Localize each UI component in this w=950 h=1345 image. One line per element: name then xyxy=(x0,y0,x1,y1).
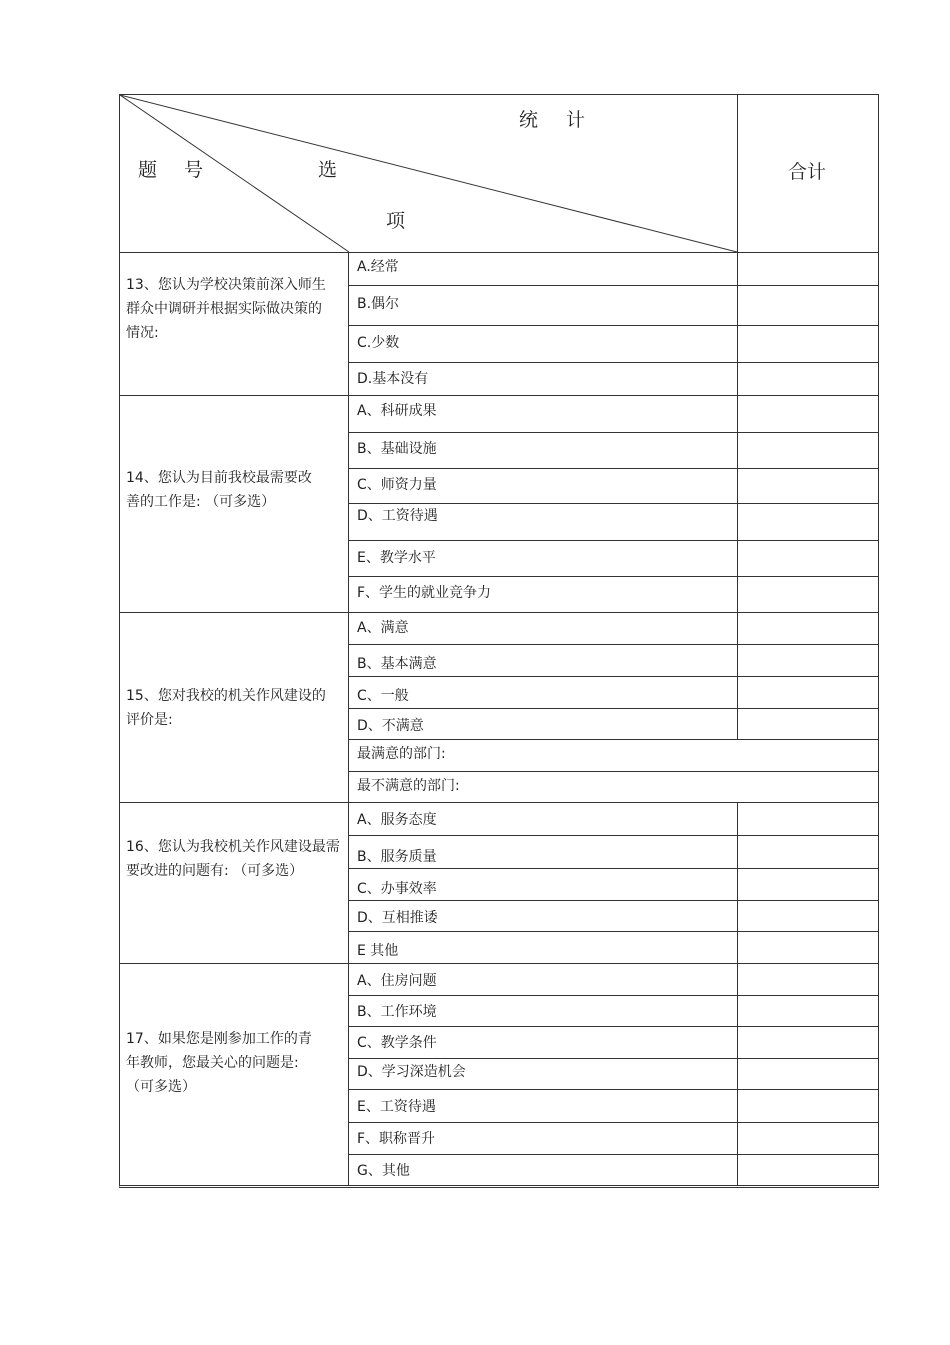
option-label: C、一般 xyxy=(357,688,409,704)
q14-bottom-border xyxy=(120,612,878,613)
row-separator xyxy=(348,1089,878,1090)
row-separator xyxy=(348,468,878,469)
survey-table xyxy=(119,94,879,1188)
option-label: D.基本没有 xyxy=(357,371,429,387)
option-label: C、师资力量 xyxy=(357,477,437,493)
row-separator xyxy=(348,1122,878,1123)
row-separator xyxy=(348,995,878,996)
header-stat-char2: 计 xyxy=(566,109,586,131)
option-label: F、职称晋升 xyxy=(357,1131,436,1147)
option-label: B、基础设施 xyxy=(357,441,437,457)
option-label: E、工资待遇 xyxy=(357,1099,436,1115)
option-label: F、学生的就业竞争力 xyxy=(357,585,492,601)
row-separator xyxy=(348,676,878,677)
option-label: C、办事效率 xyxy=(357,881,437,897)
option-label: A、住房问题 xyxy=(357,973,437,989)
header-bottom-border xyxy=(120,252,878,253)
header-question-char2: 号 xyxy=(184,159,204,181)
q16-bottom-border xyxy=(120,963,878,964)
header-option-char2: 项 xyxy=(386,210,406,232)
question-14-text: 14、您认为目前我校最需要改善的工作是: （可多选） xyxy=(126,470,312,510)
row-separator xyxy=(348,708,878,709)
option-label: A、满意 xyxy=(357,620,409,636)
option-label: B、服务质量 xyxy=(357,849,437,865)
row-separator xyxy=(348,835,878,836)
row-separator xyxy=(348,503,878,504)
row-separator xyxy=(348,1058,878,1059)
option-label: D、学习深造机会 xyxy=(357,1064,466,1080)
least-satisfied-department-label: 最不满意的部门: xyxy=(357,778,460,794)
header-question-char1: 题 xyxy=(138,159,158,181)
question-17-text: 17、如果您是刚参加工作的青年教师，您最关心的问题是: （可多选） xyxy=(126,1031,312,1095)
row-separator xyxy=(348,540,878,541)
row-separator xyxy=(348,362,878,363)
option-label: B.偶尔 xyxy=(357,296,400,312)
row-separator xyxy=(348,325,878,326)
option-label: D、工资待遇 xyxy=(357,508,438,524)
option-label: E、教学水平 xyxy=(357,550,436,566)
row-separator xyxy=(348,1154,878,1155)
row-separator xyxy=(348,644,878,645)
question-13-text: 13、您认为学校决策前深入师生群众中调研并根据实际做决策的情况: xyxy=(126,277,326,341)
row-separator xyxy=(348,432,878,433)
row-separator xyxy=(348,1026,878,1027)
row-separator xyxy=(348,931,878,932)
option-label: A、科研成果 xyxy=(357,403,437,419)
total-column-divider-lower xyxy=(737,802,738,1186)
row-separator xyxy=(348,739,878,740)
row-separator xyxy=(348,868,878,869)
header-total-label: 合计 xyxy=(788,161,827,183)
question-16-text: 16、您认为我校机关作风建设最需要改进的问题有: （可多选） xyxy=(126,839,340,879)
option-label: E 其他 xyxy=(357,943,399,959)
q13-bottom-border xyxy=(120,395,878,396)
row-separator xyxy=(348,900,878,901)
option-label: A.经常 xyxy=(357,259,399,275)
option-label: G、其他 xyxy=(357,1163,410,1179)
header-diagonal-lines xyxy=(120,95,880,255)
question-15-text: 15、您对我校的机关作风建设的评价是: xyxy=(126,688,326,728)
option-label: D、不满意 xyxy=(357,718,424,734)
q15-bottom-border xyxy=(120,802,878,803)
option-label: B、基本满意 xyxy=(357,656,437,672)
header-option-char1: 选 xyxy=(318,159,338,181)
question-column-divider xyxy=(348,252,349,1186)
row-separator xyxy=(348,576,878,577)
row-separator xyxy=(348,771,878,772)
option-label: C、教学条件 xyxy=(357,1035,437,1051)
option-label: B、工作环境 xyxy=(357,1004,437,1020)
row-separator xyxy=(348,285,878,286)
option-label: A、服务态度 xyxy=(357,812,437,828)
option-label: C.少数 xyxy=(357,335,400,351)
option-label: D、互相推诿 xyxy=(357,910,438,926)
total-column-divider-upper xyxy=(737,95,738,739)
most-satisfied-department-label: 最满意的部门: xyxy=(357,746,446,762)
header-stat-char1: 统 xyxy=(519,109,539,131)
